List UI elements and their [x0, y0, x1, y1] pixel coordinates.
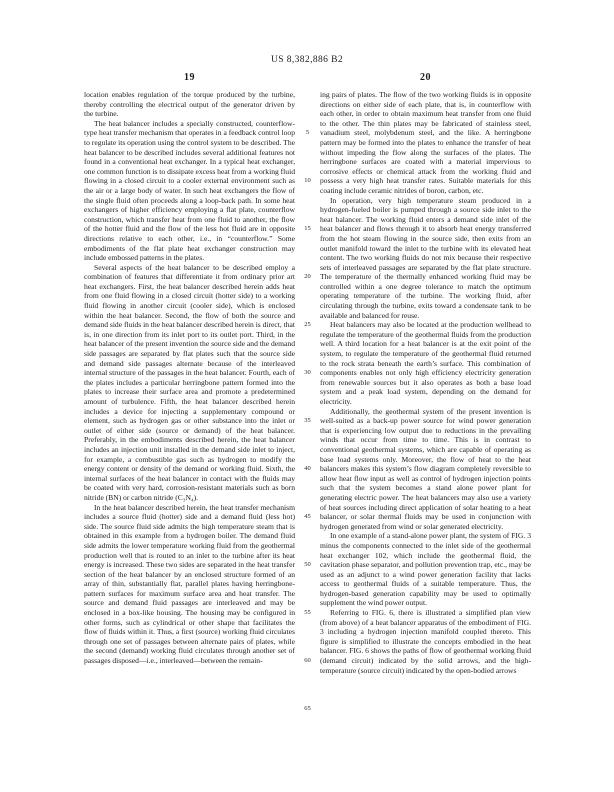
line-number: 25	[304, 321, 311, 328]
line-number: 65	[304, 705, 311, 712]
paragraph: In operation, very high temperature steam produced in a hydrogen-fueled boiler is pumped through a source side inlet to the heat balancer. The working fluid enters a demand side inlet of the heat balancer and flows through it to absorb heat energy transferred from the hot steam flowing in the source side, then exits from an outlet manifold toward the inlet to the turbine with its elevated heat content. The two working fluids do not mix because their respective sets of interleaved passages are separated by the flat plate structure. The temperature of the thermally enhanced working fluid may be controlled within a one degree tolerance to match the optimum operating temperature of the turbine. The working fluid, after circulating through the turbine, exits toward a condensate tank to be available and balanced for reuse.	[320, 195, 531, 320]
paragraph: Heat balancers may also be located at the production wellhead to regulate the temperature of the geothermal fluids from the production well. A third location for a heat balancer is at the exit point of the system, to regulate the temperature of the geothermal fluid returned to the rock strata beneath the earth’s surface. This combination of components enables not only high efficiency electricity generation from renewable sources but it also operates as both a base load system and a peak load system, depending on the demand for electricity.	[320, 320, 531, 406]
left-column	[84, 90, 295, 754]
line-number-gutter	[295, 90, 320, 754]
paragraph: In one example of a stand-alone power plant, the system of FIG. 3 minus the components connected to the inlet side of the geothermal heat exchanger 102, which include the geothermal fluid, the cavitation phase separator, and pollution prevention trap, etc., may be used as an adjunct to a wind power generation facility that lacks access to geothermal fluids of a suitable temperature. Thus, the hydrogen-based generation capability may be used to optimally supplement the wind power output.	[320, 531, 531, 608]
paragraph: ing pairs of plates. The flow of the two working fluids is in opposite directions on either side of each plate, that is, in counterflow with each other, in order to obtain maximum heat transfer from one fluid to the other. The thin plates may be fabricated of stainless steel, vanadium steel, molybdenum steel, and the like. A herringbone pattern may be formed into the plates to enhance the transfer of heat without impeding the flow along the surfaces of the plates. The herringbone surfaces are coated with a material impervious to corrosive effects or chemical attack from the working fluid and possess a very high heat transfer rates. Suitable materials for this coating include ceramic nitrides of boron, carbon, etc.	[320, 90, 531, 195]
line-number: 5	[305, 129, 310, 136]
line-number: 55	[304, 609, 311, 616]
patent-number-header: US 8,382,886 B2	[271, 55, 343, 65]
line-number: 60	[304, 657, 311, 664]
paragraph: Several aspects of the heat balancer to be described employ a combination of features that differentiate it from ordinary prior art heat exchangers. First, the heat balancer described herein adds heat from one fluid flowing in a closed circuit (hotter side) to a working fluid flowing in another circuit (cooler side), which is enclosed within the heat balancer. Second, the flow of both the source and demand side fluids in the heat balancer described herein is direct, that is, in one direction from its inlet port to its outlet port. Third, in the heat balancer of the present invention the source side and the demand side passages are separated by flat plates such that the source side and demand side passages alternate because of the interleaved internal structure of the passages in the heat balancer. Fourth, each of the plates includes a particular herringbone pattern formed into the plates to increase their surface area and promote a predetermined amount of turbulence. Fifth, the heat balancer described herein includes a device for injecting a supplementary compound or element, such as hydrogen gas or other substance into the inlet or outlet of either side (source or demand) of the heat balancer. Preferably, in the embodiments described herein, the heat balancer includes an injection unit installed in the demand side inlet to inject, for example, a combustible gas such as hydrogen to modify the energy content or density of the demand or working fluid. Sixth, the internal surfaces of the heat balancer in contact with the fluids may be coated with very hard, corrosion-resistant materials such as born nitride (BN) or carbon nitride (C₃N₄).	[84, 262, 295, 502]
right-column	[320, 90, 531, 754]
paragraph: In the heat balancer described herein, the heat transfer mechanism includes a source fluid (hotter) side and a demand fluid (less hot) side. The source fluid side admits the high temperature steam that is obtained in this example from a hydrogen boiler. The demand fluid side admits the lower temperature working fluid from the geothermal production well that is routed to an inlet to the turbine after its heat energy is increased. These two sides are separated in the heat transfer section of the heat balancer by an enclosed structure formed of an array of thin, substantially flat, parallel plates having herringbone-pattern surfaces for maximum surface area and heat transfer. The source and demand fluid passages are interleaved and may be enclosed in a box-like housing. The housing may be configured in other forms, such as cylindrical or other shape that facilitates the flow of fluids within it. Thus, a first (source) working fluid circulates through one set of passages between alternate pairs of plates, while the second (demand) working fluid circulates through another set of passages disposed—i.e., interleaved—between the remain-	[84, 502, 295, 666]
paragraph: The heat balancer includes a specially constructed, counterflow-type heat transfer mechanism that operates in a feedback control loop to regulate its operation using the control system to be described. The heat balancer to be described includes several additional features not found in a conventional heat exchanger. In a typical heat exchanger, one common function is to dissipate excess heat from a working fluid flowing in a closed circuit to a cooler external environment such as the air or a large body of water. In such heat exchangers the flow of the single fluid often proceeds along a loop-back path. In some heat exchangers of higher efficiency employing a flat plate, counterflow construction, which transfer heat from one fluid to another, the flow of the hotter fluid and the flow of the less hot fluid are in opposite directions relative to each other, i.e., in “counterflow.” Some embodiments of the flat plate heat exchanger construction may include embossed patterns in the plates.	[84, 118, 295, 263]
line-number: 20	[304, 273, 311, 280]
line-number: 10	[304, 177, 311, 184]
line-number: 35	[304, 417, 311, 424]
line-number: 45	[304, 513, 311, 520]
line-number: 30	[304, 369, 311, 376]
page-body	[84, 90, 531, 754]
line-number: 40	[304, 465, 311, 472]
paragraph: Additionally, the geothermal system of the present invention is well-suited as a back-up power source for wind power generation that is experiencing low output due to reductions in the prevailing winds that occur from time to time. This is in contrast to conventional geothermal systems, which are capable of operating as base load systems only. Moreover, the flow of heat to the heat balancers makes this system’s flow diagram completely reversible to allow heat flow input as well as control of hydrogen injection points such that the system becomes a stand alone power plant for generating electric power. The heat balancers may also use a variety of heat sources including direct application of solar heating to a heat balancer, or solar thermal fluids may be used in conjunction with hydrogen generated from wind or solar generated electricity.	[320, 406, 531, 531]
column-number-left: 19	[184, 72, 195, 83]
column-number-right: 20	[420, 72, 431, 83]
line-number: 15	[304, 225, 311, 232]
paragraph: location enables regulation of the torque produced by the turbine, thereby controlling the electrical output of the generator driven by the turbine.	[84, 90, 295, 119]
line-number: 50	[304, 561, 311, 568]
paragraph: Referring to FIG. 6, there is illustrated a simplified plan view (from above) of a heat balancer apparatus of the embodiment of FIG. 3 including a hydrogen injection manifold coupled thereto. This figure is simplified to illustrate the concepts embodied in the heat balancer. FIG. 6 shows the paths of flow of geothermal working fluid (demand circuit) indicated by the solid arrows, and the high-temperature (source circuit) indicated by the open-bodied arrows	[320, 608, 531, 675]
